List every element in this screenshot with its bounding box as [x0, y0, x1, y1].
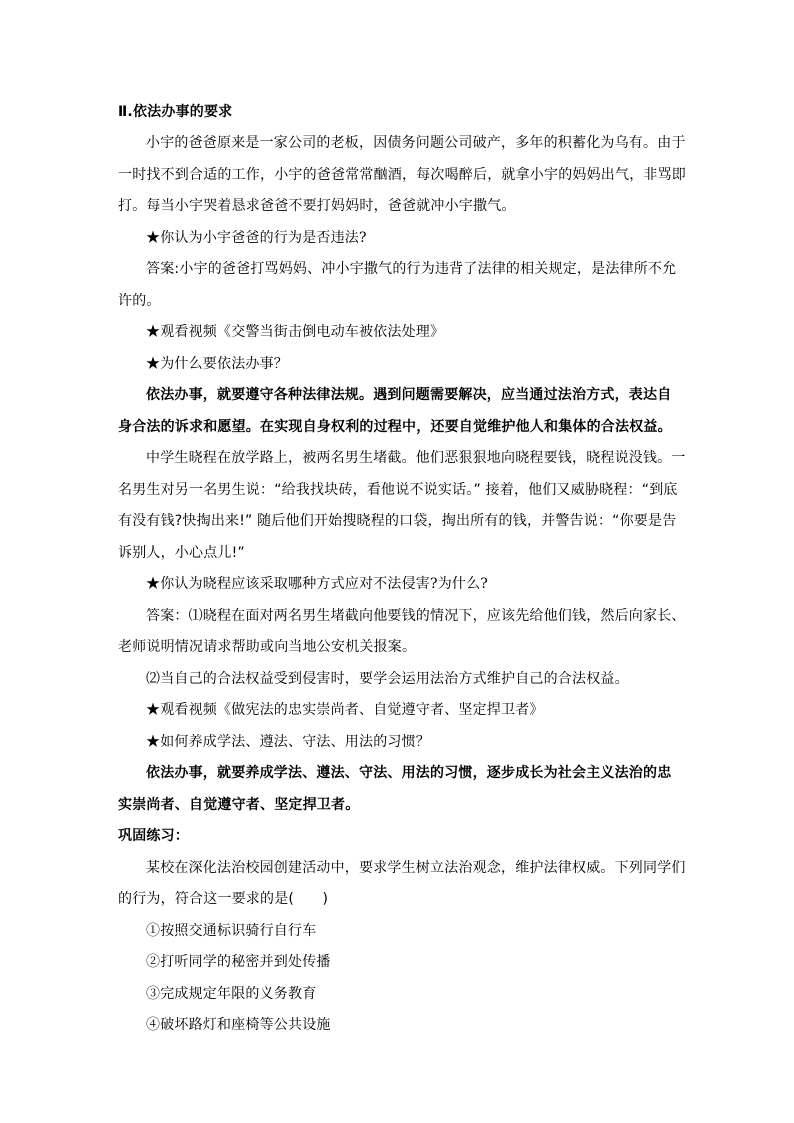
practice-title: 巩固练习： — [118, 828, 189, 844]
key-point-2-line2: 实崇尚者、自觉遵守者、坚定捍卫者。 — [118, 797, 360, 813]
practice-option-3: ③完成规定年限的义务教育 — [146, 986, 317, 1002]
practice-question-line2: 的行为，符合这一要求的是( ) — [118, 891, 329, 907]
story2-line1: 中学生晓程在放学路上，被两名男生堵截。他们恶狠狠地向晓程要钱，晓程说没钱。一 — [146, 450, 686, 466]
video-2: ★观看视频《做宪法的忠实崇尚者、自觉遵守者、坚定捍卫者》 — [146, 702, 544, 718]
key-point-1-line2: 身合法的诉求和愿望。在实现自身权利的过程中，还要自觉维护他人和集体的合法权益。 — [118, 419, 672, 435]
story1-line3: 打。每当小宇哭着恳求爸爸不要打妈妈时，爸爸就冲小宇撒气。 — [118, 198, 516, 214]
practice-question-line1: 某校在深化法治校园创建活动中，要求学生树立法治观念，维护法律权威。下列同学们 — [146, 860, 686, 876]
answer1-line1: 答案:小宇的爸爸打骂妈妈、冲小宇撒气的行为违背了法律的相关规定，是法律所不允 — [146, 261, 677, 277]
key-point-1-line1: 依法办事，就要遵守各种法律法规。遇到问题需要解决，应当通过法治方式，表达自 — [146, 387, 672, 403]
answer3-line3: ⑵当自己的合法权益受到侵害时，要学会运用法治方式维护自己的合法权益。 — [146, 671, 629, 687]
answer1-line2: 许的。 — [118, 293, 161, 309]
story2-line2: 名男生对另一名男生说：“给我找块砖，看他说不说实话。” 接着，他们又威胁晓程：“到底 — [118, 482, 678, 498]
key-point-2-line1: 依法办事，就要养成学法、遵法、守法、用法的习惯，逐步成长为社会主义法治的忠 — [146, 765, 672, 781]
question-4: ★如何养成学法、遵法、守法、用法的习惯？ — [146, 734, 430, 750]
question-1: ★你认为小宇爸爸的行为是否违法? — [146, 230, 367, 246]
story2-line4: 诉别人，小心点儿!” — [118, 545, 245, 561]
story1-line2: 一时找不到合适的工作，小宇的爸爸常常酗酒，每次喝醉后，就拿小宇的妈妈出气，非骂即 — [118, 167, 686, 183]
story2-line3: 有没有钱?快掏出来!” 随后他们开始搜晓程的口袋，掏出所有的钱，并警告说：“你要是告 — [118, 513, 677, 529]
practice-option-1: ①按照交通标识骑行自行车 — [146, 923, 317, 939]
answer3-line1: 答案：⑴晓程在面对两名男生堵截向他要钱的情况下，应该先给他们钱，然后向家长、 — [146, 608, 686, 624]
practice-option-4: ④破坏路灯和座椅等公共设施 — [146, 1017, 331, 1033]
section-title: Ⅱ.依法办事的要求 — [118, 104, 233, 120]
practice-option-2: ②打听同学的秘密并到处传播 — [146, 954, 331, 970]
question-3: ★你认为晓程应该采取哪种方式应对不法侵害?为什么? — [146, 576, 489, 592]
answer3-line2: 老师说明情况请求帮助或向当地公安机关报案。 — [118, 639, 417, 655]
story1-line1: 小宇的爸爸原来是一家公司的老板，因债务问题公司破产，多年的积蓄化为乌有。由于 — [146, 135, 686, 151]
question-2: ★为什么要依法办事？ — [146, 356, 288, 372]
video-1: ★观看视频《交警当街击倒电动车被依法处理》 — [146, 324, 445, 340]
